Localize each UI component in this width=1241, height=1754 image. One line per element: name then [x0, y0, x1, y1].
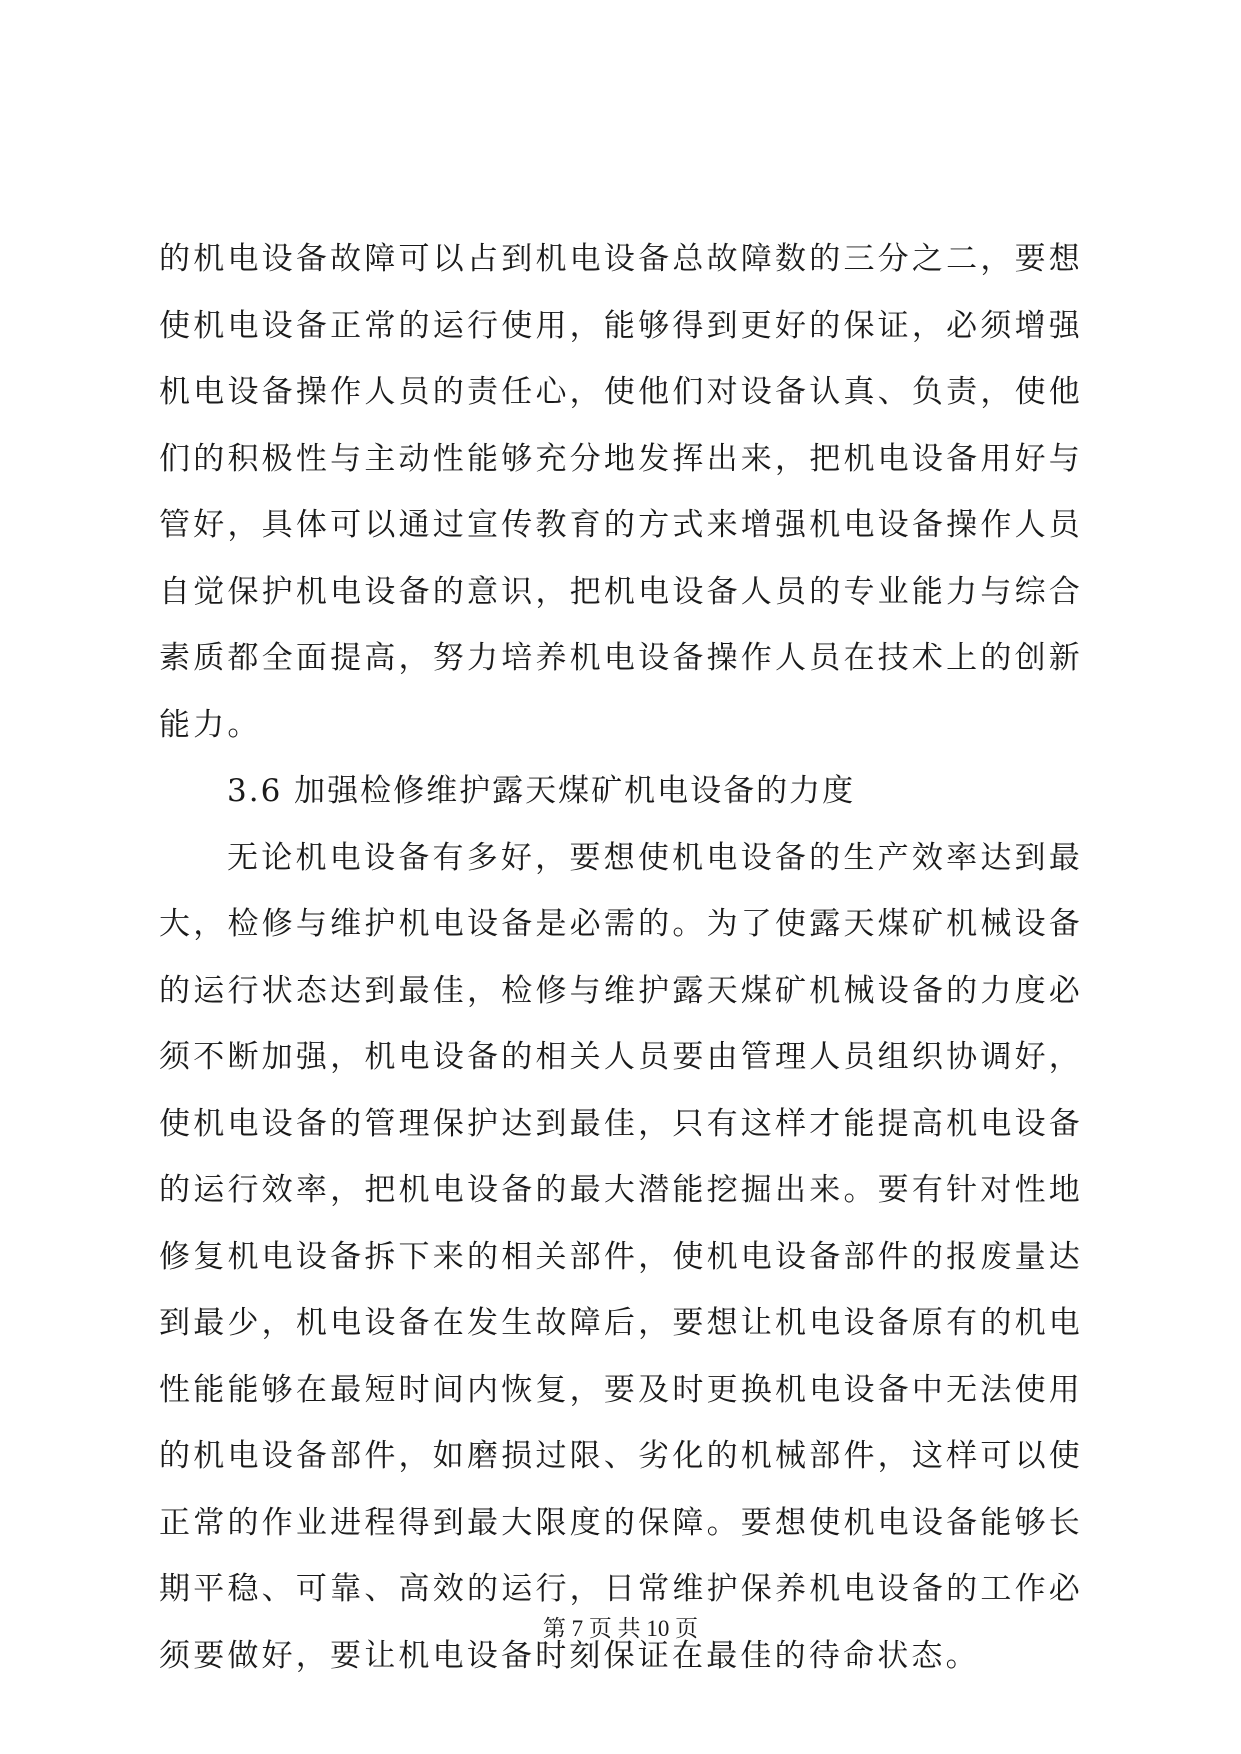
paragraph-body: 无论机电设备有多好，要想使机电设备的生产效率达到最大，检修与维护机电设备是必需的。为了使露天煤矿机械设备的运行状态达到最佳，检修与维护露天煤矿机械设备的力度必须不断加强，机电设备的相关人员要由管理人员组织协调好，使机电设备的管理保护达到最佳，只有这样才能提高机电设备的运行效率，把机电设备的最大潜能挖掘出来。要有针对性地修复机电设备拆下来的相关部件，使机电设备部件的报废量达到最少，机电设备在发生故障后，要想让机电设备原有的机电性能能够在最短时间内恢复，要及时更换机电设备中无法使用的机电设备部件，如磨损过限、劣化的机械部件，这样可以使正常的作业进程得到最大限度的保障。要想使机电设备能够长期平稳、可靠、高效的运行，日常维护保养机电设备的工作必须要做好，要让机电设备时刻保证在最佳的待命状态。: [159, 839, 1083, 1674]
section-heading: 3.6 加强检修维护露天煤矿机电设备的力度: [227, 773, 856, 809]
paragraph-continued: 的机电设备故障可以占到机电设备总故障数的三分之二，要想使机电设备正常的运行使用，能够得到更好的保证，必须增强机电设备操作人员的责任心，使他们对设备认真、负责，使他们的积极性与主动性能够充分地发挥出来，把机电设备用好与管好，具体可以通过宣传教育的方式来增强机电设备操作人员自觉保护机电设备的意识，把机电设备人员的专业能力与综合素质都全面提高，努力培养机电设备操作人员在技术上的创新能力。: [159, 241, 1083, 743]
page-number-footer: 第 7 页 共 10 页: [542, 1616, 699, 1641]
page-content: [159, 226, 1083, 1689]
